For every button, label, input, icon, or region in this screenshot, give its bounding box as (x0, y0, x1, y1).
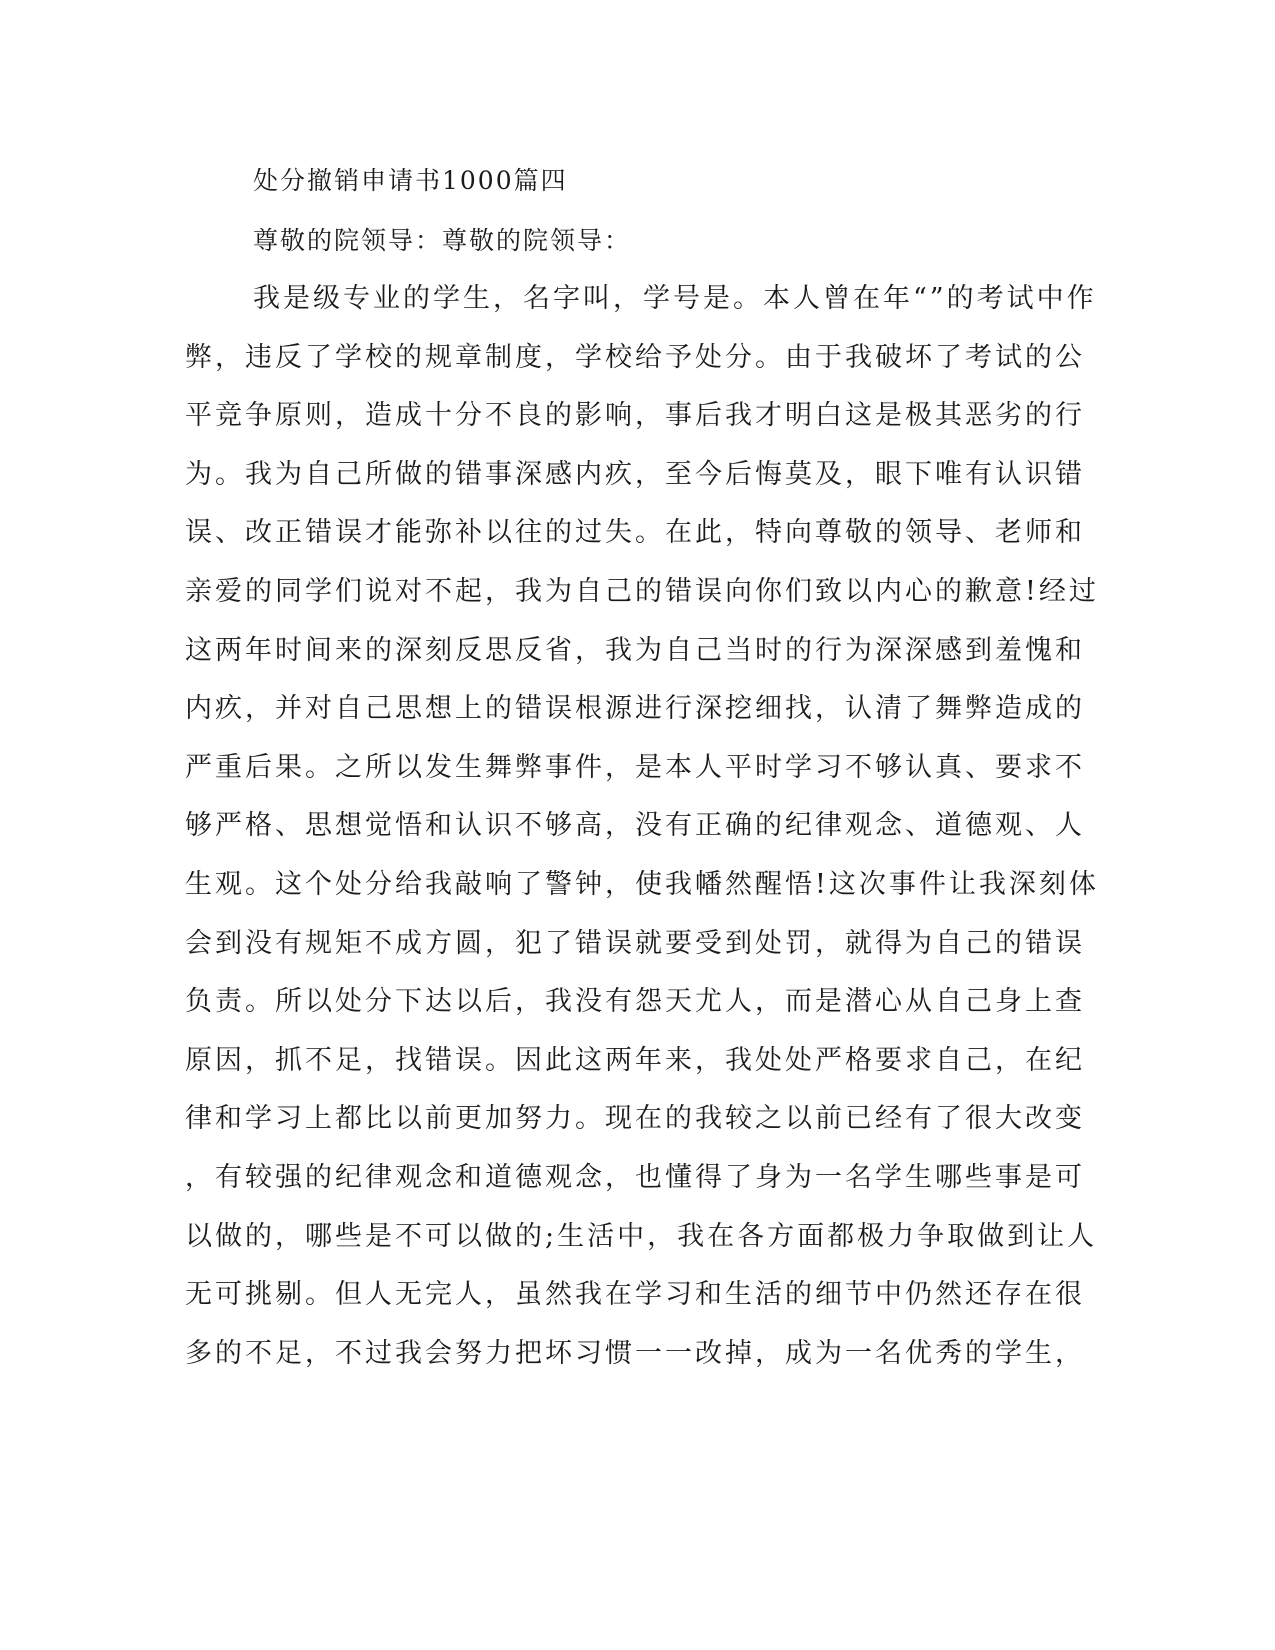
body-line: 律和学习上都比以前更加努力。现在的我较之以前已经有了很大改变 (185, 1103, 1085, 1135)
body-line: 亲爱的同学们说对不起，我为自己的错误向你们致以内心的歉意!经过 (185, 575, 1099, 607)
body-paragraph (185, 279, 1099, 1392)
body-line: 以做的，哪些是不可以做的;生活中，我在各方面都极力争取做到让人 (185, 1220, 1098, 1252)
body-line: 无可挑剔。但人无完人，虽然我在学习和生活的细节中仍然还存在很 (185, 1279, 1085, 1311)
body-line: 弊，违反了学校的规章制度，学校给予处分。由于我破坏了考试的公 (185, 341, 1085, 373)
body-line: 为。我为自己所做的错事深感内疚，至今后悔莫及，眼下唯有认识错 (185, 458, 1085, 490)
body-line: 生观。这个处分给我敲响了警钟，使我幡然醒悟!这次事件让我深刻体 (185, 868, 1099, 900)
body-line: ，有较强的纪律观念和道德观念，也懂得了身为一名学生哪些事是可 (185, 1161, 1085, 1193)
body-line: 严重后果。之所以发生舞弊事件，是本人平时学习不够认真、要求不 (185, 751, 1085, 783)
body-line: 这两年时间来的深刻反思反省，我为自己当时的行为深深感到羞愧和 (185, 634, 1085, 666)
body-line: 内疚，并对自己思想上的错误根源进行深挖细找，认清了舞弊造成的 (185, 693, 1085, 725)
body-line: 会到没有规矩不成方圆，犯了错误就要受到处罚，就得为自己的错误 (185, 927, 1085, 959)
body-line: 我是级专业的学生，名字叫，学号是。本人曾在年“”的考试中作 (253, 283, 1097, 314)
document-title: 处分撤销申请书1000篇四 (253, 166, 568, 195)
body-line: 误、改正错误才能弥补以往的过失。在此，特向尊敬的领导、老师和 (185, 517, 1085, 549)
salutation: 尊敬的院领导：尊敬的院领导： (253, 226, 632, 255)
body-line: 平竞争原则，造成十分不良的影响，事后我才明白这是极其恶劣的行 (185, 400, 1085, 432)
body-line: 够严格、思想觉悟和认识不够高，没有正确的纪律观念、道德观、人 (185, 810, 1085, 842)
body-line: 多的不足，不过我会努力把坏习惯一一改掉，成为一名优秀的学生， (185, 1337, 1085, 1369)
body-line: 负责。所以处分下达以后，我没有怨天尤人，而是潜心从自己身上查 (185, 986, 1085, 1018)
body-line: 原因，抓不足，找错误。因此这两年来，我处处严格要求自己，在纪 (185, 1044, 1085, 1076)
